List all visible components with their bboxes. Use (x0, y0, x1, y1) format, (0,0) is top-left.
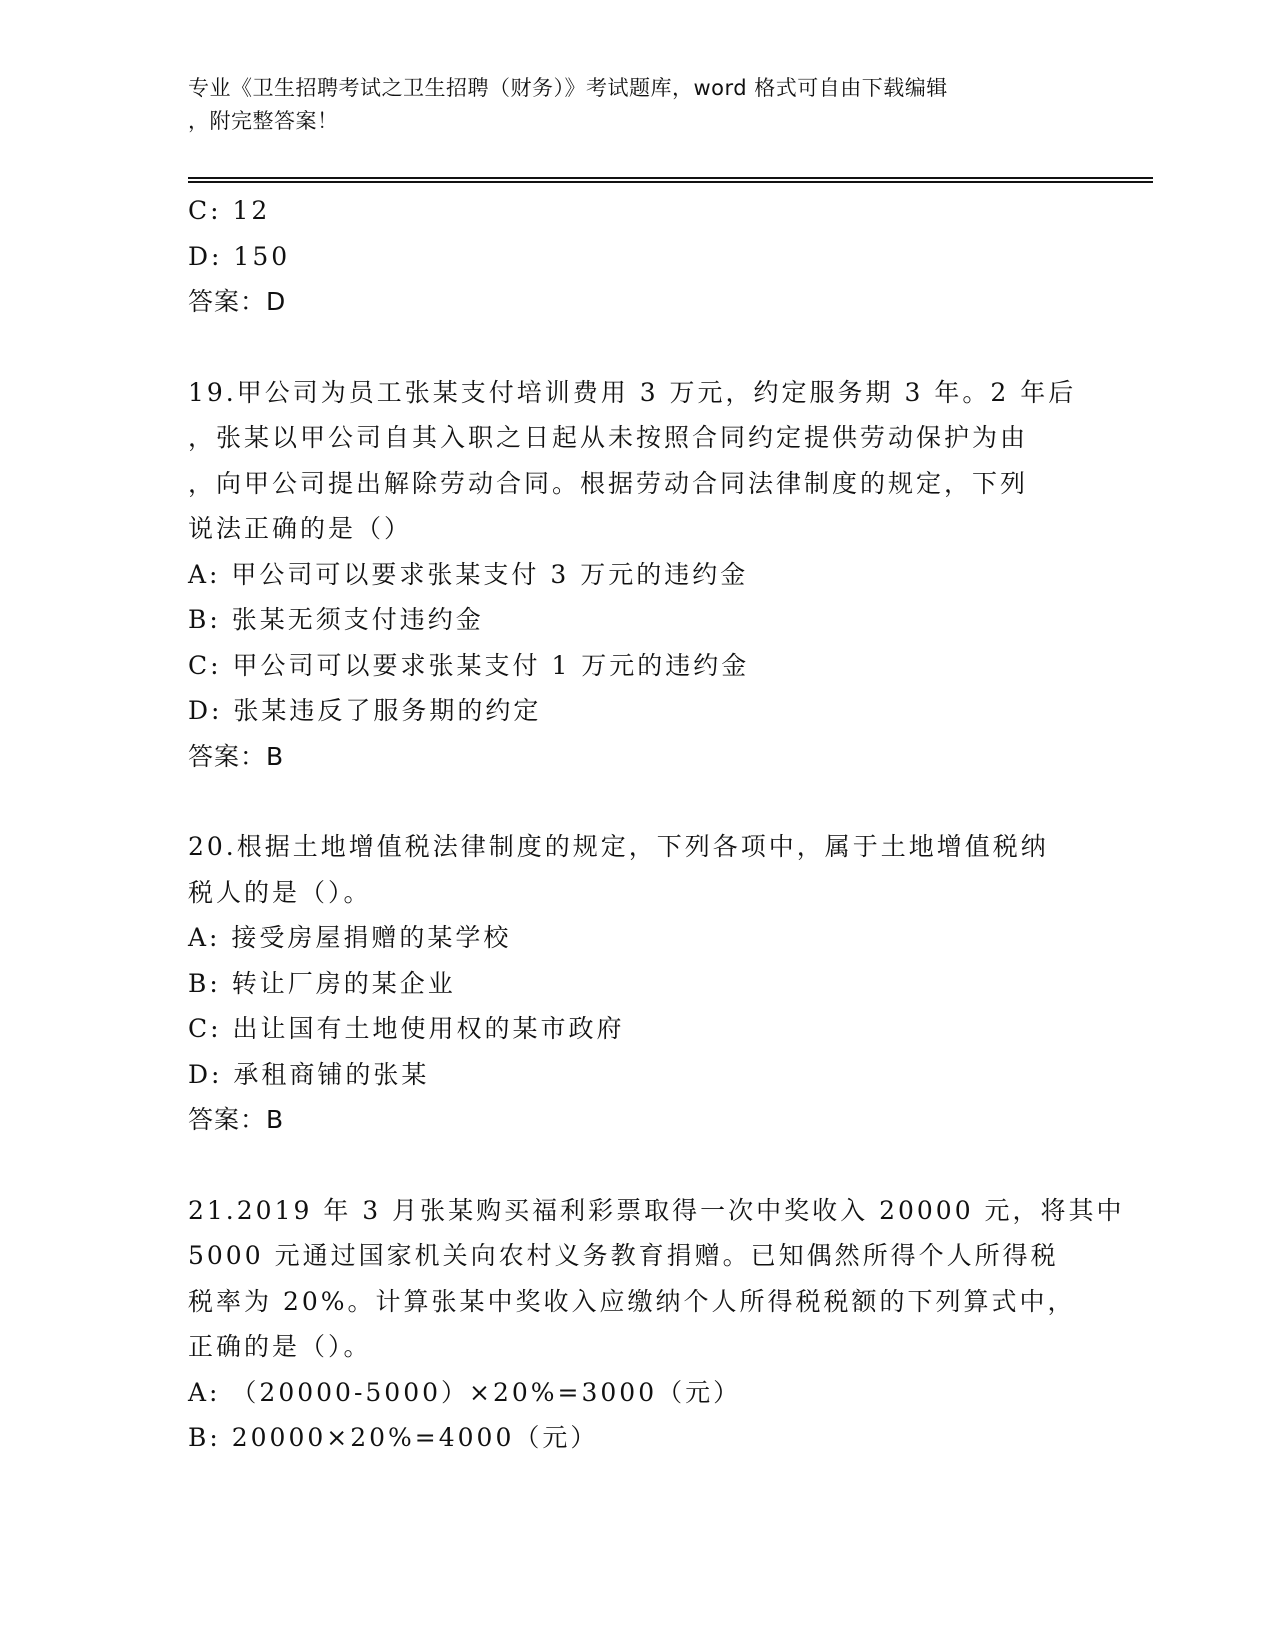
option-a: A: 接受房屋捐赠的某学校 (188, 923, 512, 952)
option-c: C: 12 (188, 196, 271, 225)
question-18-tail (188, 188, 1088, 325)
header-line-2: ，附完整答案！ (188, 109, 339, 133)
option-c: C: 甲公司可以要求张某支付 1 万元的违约金 (188, 650, 750, 680)
option-d: D: 150 (188, 241, 291, 271)
document-body (188, 188, 1125, 1461)
question-stem-line: 5000 元通过国家机关向农村义务教育捐赠。已知偶然所得个人所得税 (188, 1241, 1059, 1270)
question-21 (188, 1188, 1125, 1461)
option-b: B: 张某无须支付违约金 (188, 605, 484, 634)
question-stem-line: 20.根据土地增值税法律制度的规定，下列各项中，属于土地增值税纳 (188, 832, 1049, 861)
option-d: D: 张某违反了服务期的约定 (188, 696, 542, 725)
option-c: C: 出让国有土地使用权的某市政府 (188, 1014, 625, 1043)
spacer (188, 779, 1088, 824)
question-stem-line: 说法正确的是（） (188, 514, 413, 543)
option-a: A: 甲公司可以要求张某支付 3 万元的违约金 (188, 559, 749, 589)
question-stem-line: 19.甲公司为员工张某支付培训费用 3 万元，约定服务期 3 年。2 年后 (188, 377, 1077, 407)
question-19 (188, 370, 1088, 780)
question-stem-line: 税人的是（）。 (188, 877, 372, 907)
question-stem-line: 正确的是（）。 (188, 1332, 372, 1361)
spacer (188, 325, 1088, 370)
answer-line: 答案：B (188, 1105, 285, 1134)
option-b: B: 20000×20%=4000（元） (188, 1423, 599, 1452)
page-header (188, 72, 1088, 138)
spacer (188, 1143, 1088, 1188)
answer-line: 答案：B (188, 741, 285, 771)
header-divider-top (188, 177, 1153, 179)
option-d: D: 承租商铺的张某 (188, 1059, 430, 1089)
header-line-1: 专业《卫生招聘考试之卫生招聘（财务）》考试题库，word 格式可自由下载编辑 (188, 76, 948, 100)
option-a: A: （20000-5000）×20%=3000（元） (188, 1377, 742, 1407)
question-20 (188, 824, 1088, 1143)
question-stem-line: 21.2019 年 3 月张某购买福利彩票取得一次中奖收入 20000 元，将其中 (188, 1195, 1125, 1225)
question-stem-line: ，向甲公司提出解除劳动合同。根据劳动合同法律制度的规定，下列 (188, 468, 1029, 498)
option-b: B: 转让厂房的某企业 (188, 968, 456, 998)
answer-line: 答案：D (188, 287, 287, 316)
header-divider-bottom (188, 181, 1153, 183)
question-stem-line: ，张某以甲公司自其入职之日起从未按照合同约定提供劳动保护为由 (188, 423, 1029, 452)
question-stem-line: 税率为 20%。计算张某中奖收入应缴纳个人所得税税额的下列算式中， (188, 1286, 1076, 1316)
